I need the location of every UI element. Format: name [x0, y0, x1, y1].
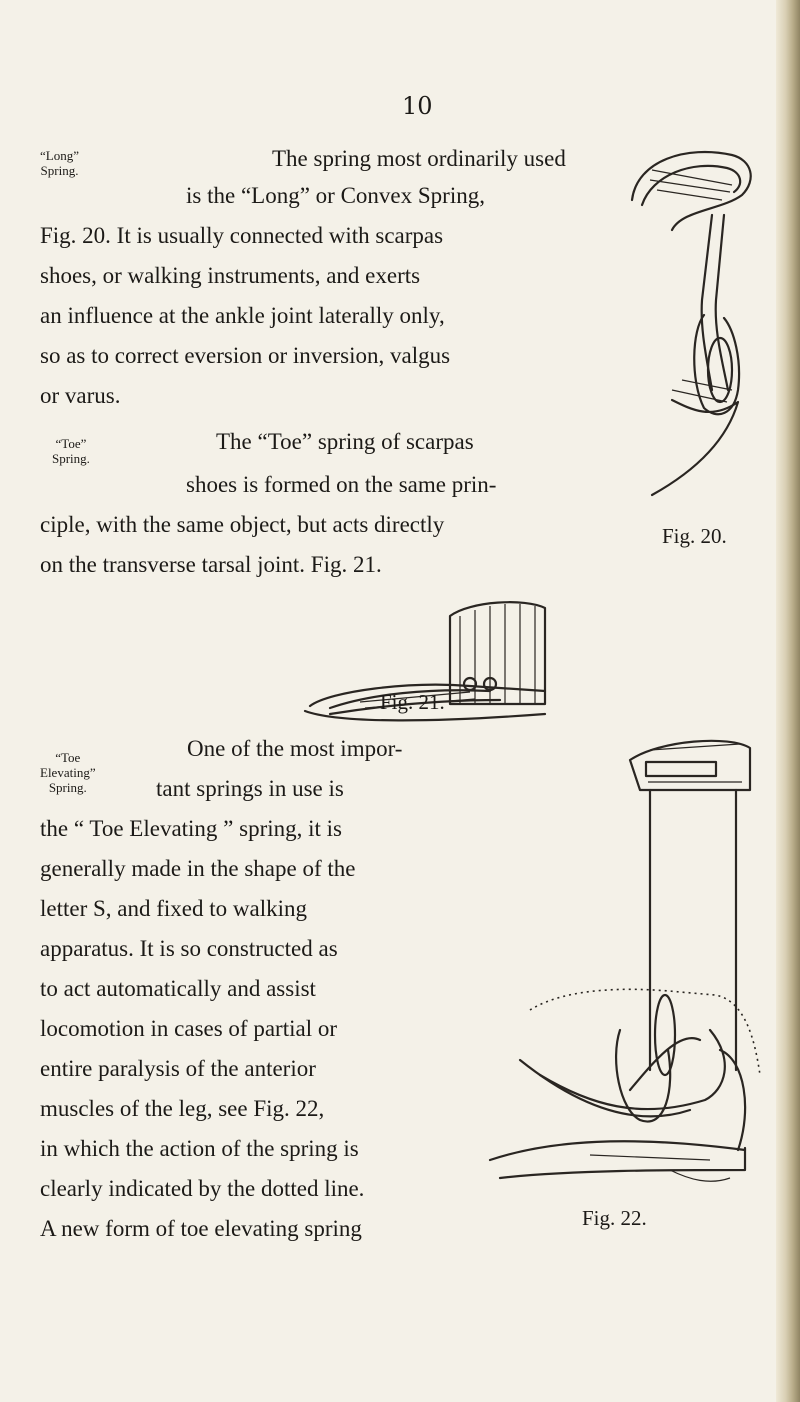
- text-line: so as to correct eversion or inversion, valgus: [40, 343, 451, 368]
- text-line: to act automatically and assist: [40, 976, 316, 1001]
- text-line: A new form of toe elevating spring: [40, 1216, 362, 1241]
- text-line: generally made in the shape of the: [40, 856, 356, 881]
- text-line: shoes, or walking instruments, and exerts: [40, 263, 421, 288]
- text-line: or varus.: [40, 383, 121, 408]
- book-page-edge: [776, 0, 800, 1402]
- text-line: clearly indicated by the dotted line.: [40, 1176, 365, 1201]
- text-line: on the transverse tarsal joint. Fig. 21.: [40, 552, 382, 577]
- text-line: ciple, with the same object, but acts directly: [40, 512, 445, 537]
- page-number: 10: [402, 92, 433, 120]
- text-line: One of the most impor-: [187, 736, 403, 761]
- figure-caption-22: Fig. 22.: [582, 1206, 647, 1230]
- text-line: in which the action of the spring is: [40, 1136, 359, 1161]
- text-line: the “ Toe Elevating ” spring, it is: [40, 816, 343, 841]
- text-line: locomotion in cases of partial or: [40, 1016, 338, 1041]
- toe-elevating-spring-illustration: [470, 730, 770, 1270]
- text-line: an influence at the ankle joint laterally only,: [40, 303, 445, 328]
- text-line: letter S, and fixed to walking: [40, 896, 307, 921]
- text-line: The spring most ordinarily used: [272, 146, 566, 171]
- long-spring-illustration: [612, 140, 762, 510]
- figure-caption-20: Fig. 20.: [662, 524, 727, 548]
- text-line: shoes is formed on the same prin-: [186, 472, 497, 497]
- text-line: tant springs in use is: [156, 776, 344, 801]
- text-line: entire paralysis of the anterior: [40, 1056, 316, 1081]
- margin-note-toe-elevating-spring: “Toe Elevating” Spring.: [40, 750, 96, 795]
- text-line: is the “Long” or Convex Spring,: [186, 183, 485, 208]
- text-line: Fig. 20. It is usually connected with scarpas: [40, 223, 444, 248]
- margin-note-toe-spring: “Toe” Spring.: [52, 436, 90, 466]
- text-line: muscles of the leg, see Fig. 22,: [40, 1096, 325, 1121]
- text-line: The “Toe” spring of scarpas: [216, 429, 474, 454]
- text-line: apparatus. It is so constructed as: [40, 936, 338, 961]
- figure-caption-21: Fig. 21.: [380, 690, 445, 714]
- margin-note-long-spring: “Long” Spring.: [40, 148, 79, 178]
